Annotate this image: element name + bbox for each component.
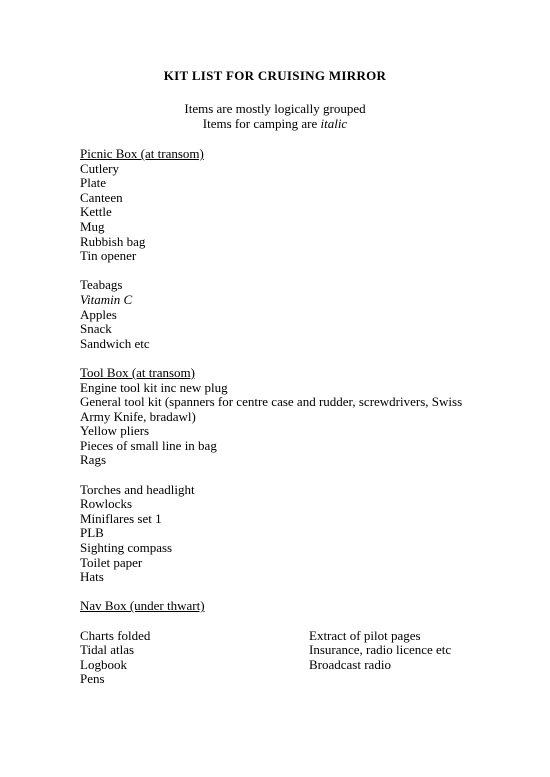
list-item: Sighting compass xyxy=(80,540,173,556)
list-item: Kettle xyxy=(80,204,112,220)
spacer xyxy=(80,585,480,600)
list-item: Pens xyxy=(80,671,105,687)
list-item: Rubbish bag xyxy=(80,233,146,249)
spacer xyxy=(80,264,480,279)
subtitle-italic-word: italic xyxy=(320,116,348,131)
page-title: KIT LIST FOR CRUISING MIRROR xyxy=(163,68,387,83)
list-item: Plate xyxy=(80,175,106,191)
list-item: Insurance, radio licence etc xyxy=(309,642,452,658)
list-item: Tidal atlas xyxy=(80,642,135,658)
list-item: Sandwich etc xyxy=(80,335,150,351)
list-item: Rags xyxy=(80,452,106,468)
list-item: General tool kit (spanners for centre case and rudder, screwdrivers, Swiss Army Knife, bradawl) xyxy=(80,394,463,424)
nav-box-left-column xyxy=(80,629,309,687)
list-item: Logbook xyxy=(80,656,127,672)
list-item: Mug xyxy=(80,218,105,234)
list-item: Cutlery xyxy=(80,160,119,176)
list-item: PLB xyxy=(80,525,104,541)
spacer xyxy=(80,614,480,629)
subtitle-camping xyxy=(0,116,550,131)
list-item: Hats xyxy=(80,569,104,585)
section-heading-picnic-box: Picnic Box (at transom) xyxy=(80,146,204,161)
list-item: Engine tool kit inc new plug xyxy=(80,379,228,395)
list-item: Charts folded xyxy=(80,627,151,643)
list-item: Apples xyxy=(80,306,117,322)
list-item: Toilet paper xyxy=(80,554,143,570)
list-item: Extract of pilot pages xyxy=(309,627,421,643)
section-heading-nav-box: Nav Box (under thwart) xyxy=(80,598,205,614)
kit-list xyxy=(80,147,480,687)
list-item-camping: Vitamin C xyxy=(80,291,133,307)
subtitle-camping-text: Items for camping are xyxy=(202,116,321,131)
list-item: Canteen xyxy=(80,189,123,205)
list-item: Snack xyxy=(80,321,112,337)
section-heading-tool-box: Tool Box (at transom) xyxy=(80,364,195,380)
subtitle-grouping: Items are mostly logically grouped xyxy=(184,101,366,116)
list-item: Yellow pliers xyxy=(80,423,150,439)
list-item: Torches and headlight xyxy=(80,481,195,497)
list-item: Tin opener xyxy=(80,248,137,264)
spacer xyxy=(80,351,480,366)
nav-box-right-column xyxy=(309,629,451,687)
nav-box-columns xyxy=(80,629,480,687)
spacer xyxy=(80,468,480,483)
list-item: Teabags xyxy=(80,277,123,293)
list-item: Rowlocks xyxy=(80,496,132,512)
list-item: Pieces of small line in bag xyxy=(80,437,217,453)
list-item: Miniflares set 1 xyxy=(80,510,162,526)
list-item: Broadcast radio xyxy=(309,656,391,672)
